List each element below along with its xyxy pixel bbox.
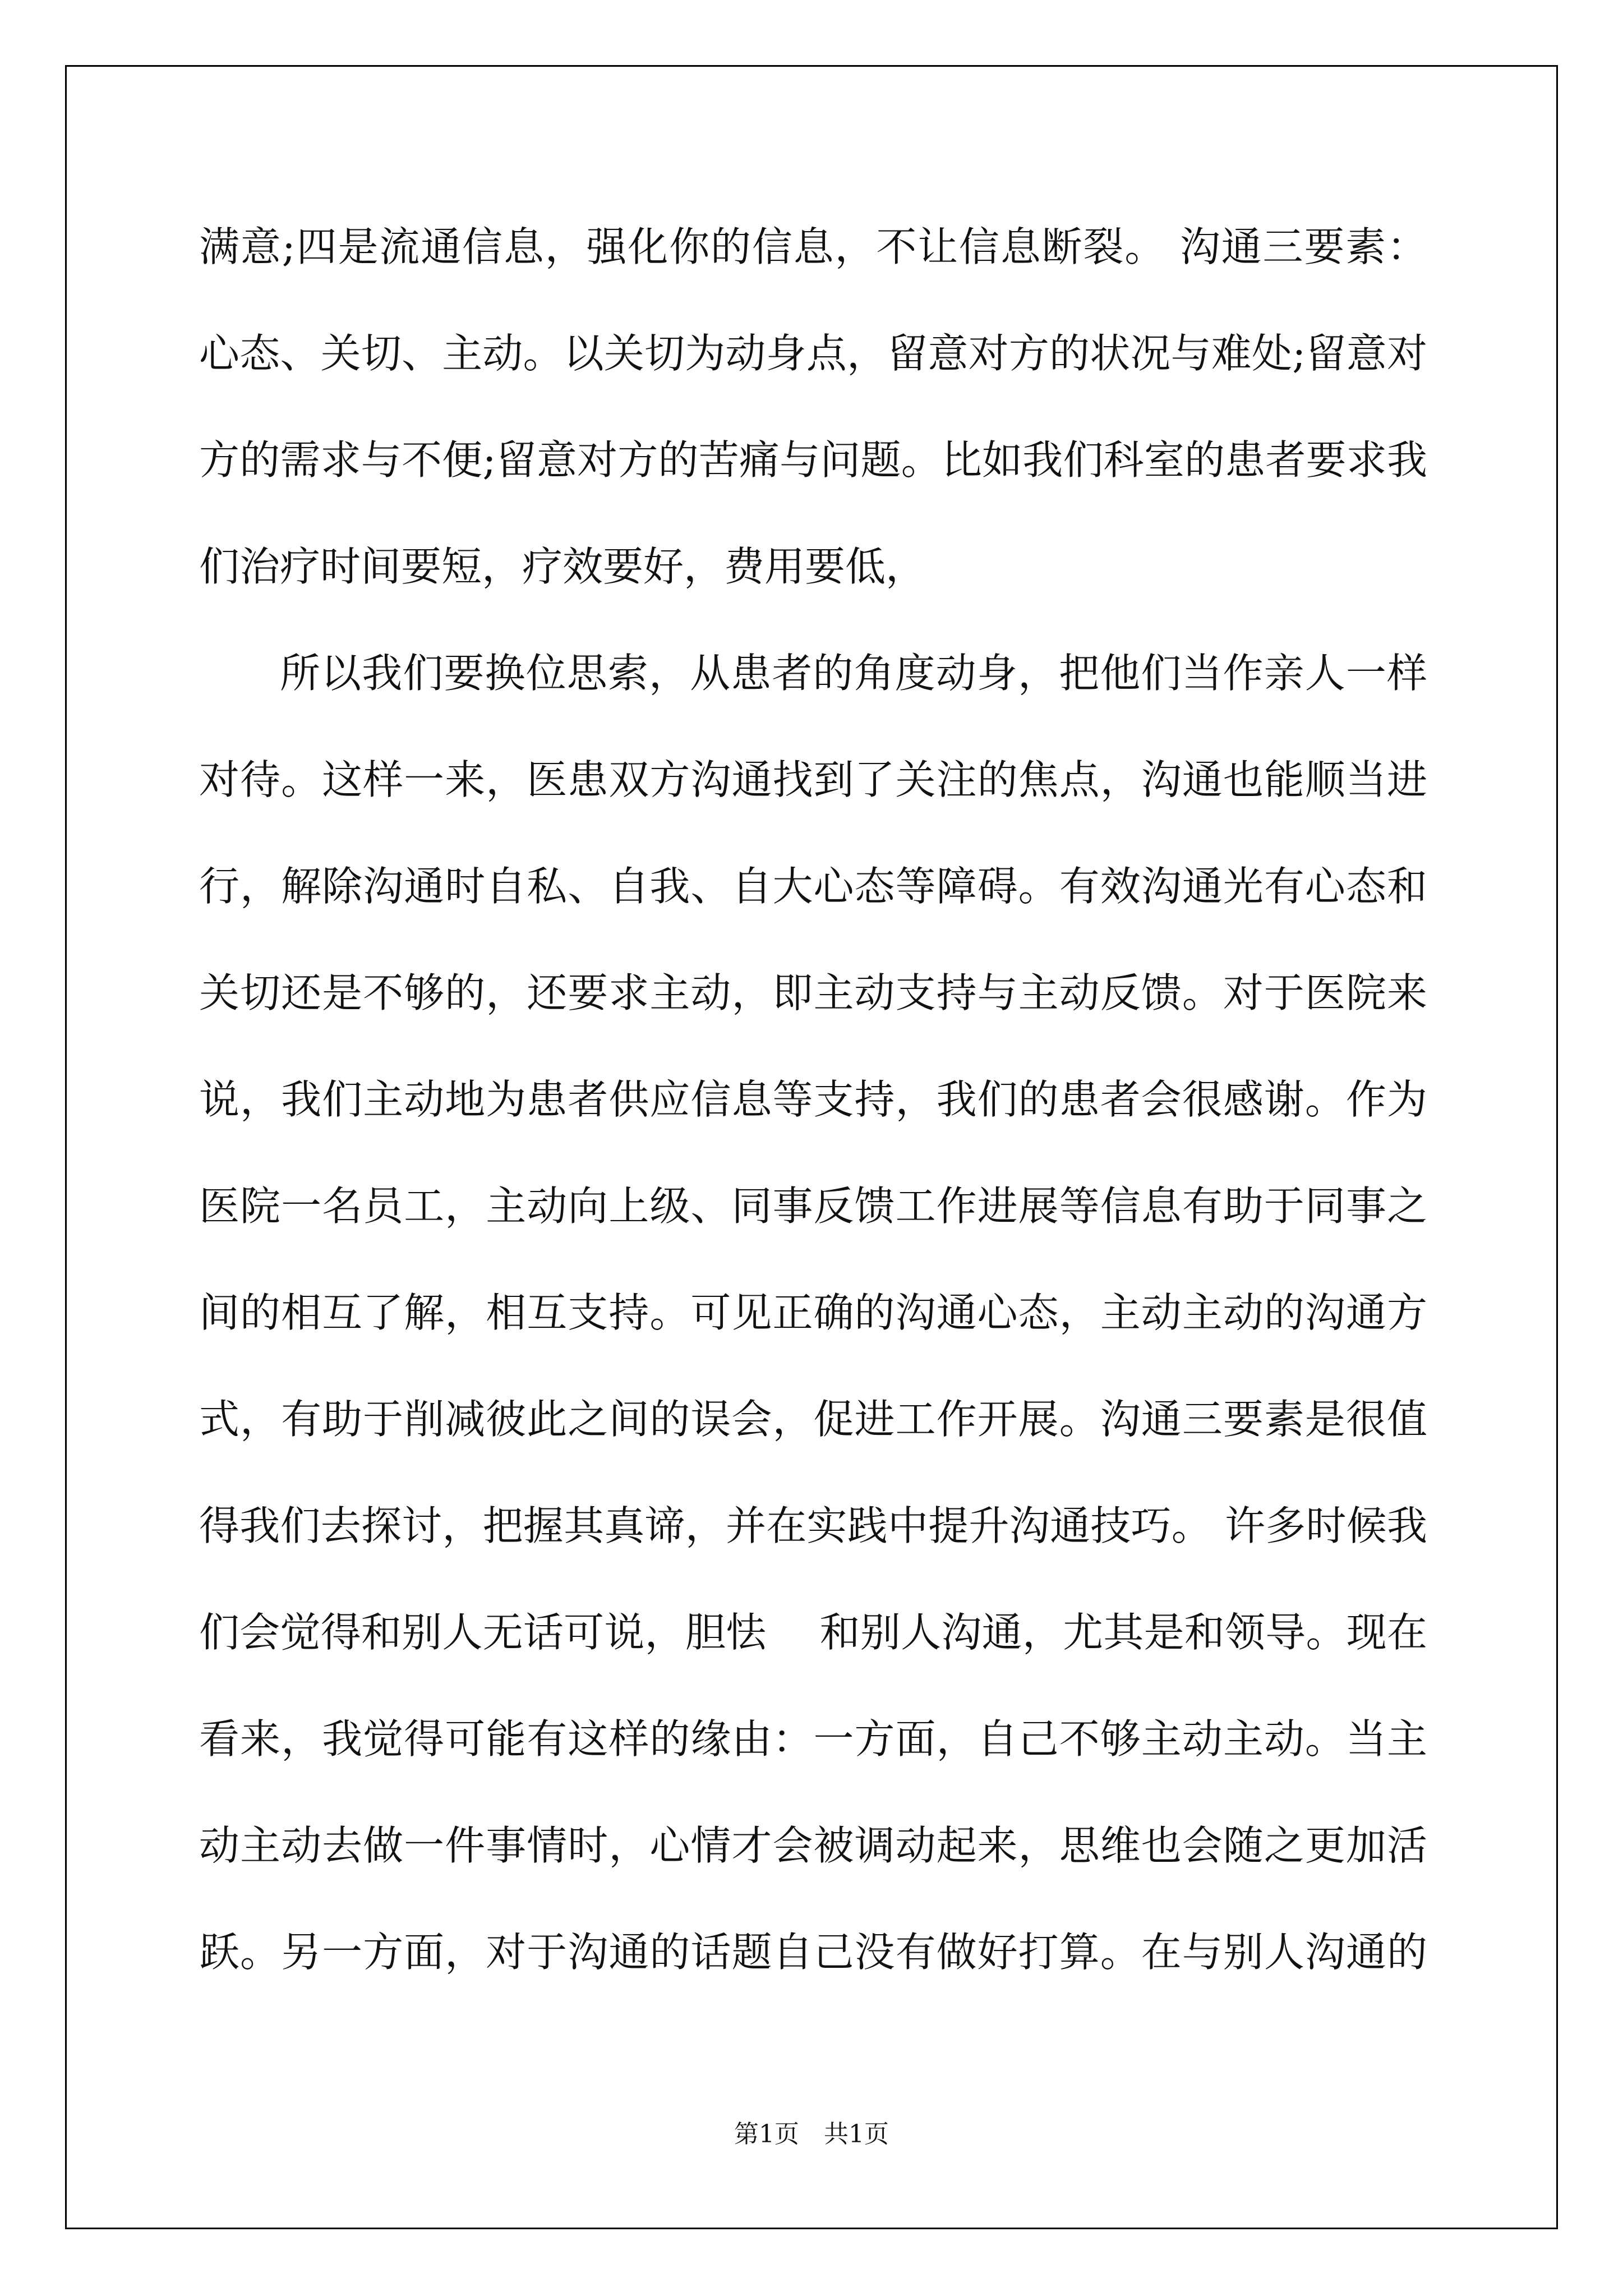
page-border	[65, 65, 1558, 2229]
text-line: 关切还是不够的，还要求主动，即主动支持与主动反馈。对于医院来	[199, 969, 1427, 1016]
paragraph-first-line: 所以我们要换位思索，从患者的角度动身，把他们当作亲人一样	[280, 650, 1427, 697]
text-line: 说，我们主动地为患者供应信息等支持，我们的患者会很感谢。作为	[199, 1076, 1427, 1123]
text-line: 式，有助于削减彼此之间的误会，促进工作开展。沟通三要素是很值	[199, 1396, 1427, 1443]
page-number-footer: 第1页 共1页	[734, 2120, 889, 2148]
text-line: 们会觉得和别人无话可说，胆怯 和别人沟通，尤其是和领导。现在	[199, 1609, 1427, 1656]
text-line: 得我们去探讨，把握其真谛，并在实践中提升沟通技巧。 许多时候我	[199, 1502, 1427, 1549]
text-line: 方的需求与不便;留意对方的苦痛与问题。比如我们科室的患者要求我	[199, 436, 1427, 484]
text-line: 医院一名员工，主动向上级、同事反馈工作进展等信息有助于同事之	[199, 1182, 1427, 1230]
text-line: 行，解除沟通时自私、自我、自大心态等障碍。有效沟通光有心态和	[199, 863, 1427, 910]
text-line: 对待。这样一来，医患双方沟通找到了关注的焦点，沟通也能顺当进	[199, 756, 1427, 803]
text-line: 间的相互了解，相互支持。可见正确的沟通心态，主动主动的沟通方	[199, 1289, 1427, 1336]
text-line: 心态、关切、主动。以关切为动身点，留意对方的状况与难处;留意对	[199, 330, 1427, 377]
text-line: 满意;四是流通信息，强化你的信息，不让信息断裂。 沟通三要素：	[199, 223, 1427, 270]
text-line: 跃。另一方面，对于沟通的话题自己没有做好打算。在与别人沟通的	[199, 1929, 1427, 1976]
text-line: 动主动去做一件事情时，心情才会被调动起来，思维也会随之更加活	[199, 1822, 1427, 1869]
text-line: 看来，我觉得可能有这样的缘由：一方面，自己不够主动主动。当主	[199, 1715, 1427, 1763]
text-line: 们治疗时间要短，疗效要好，费用要低，	[199, 543, 926, 590]
